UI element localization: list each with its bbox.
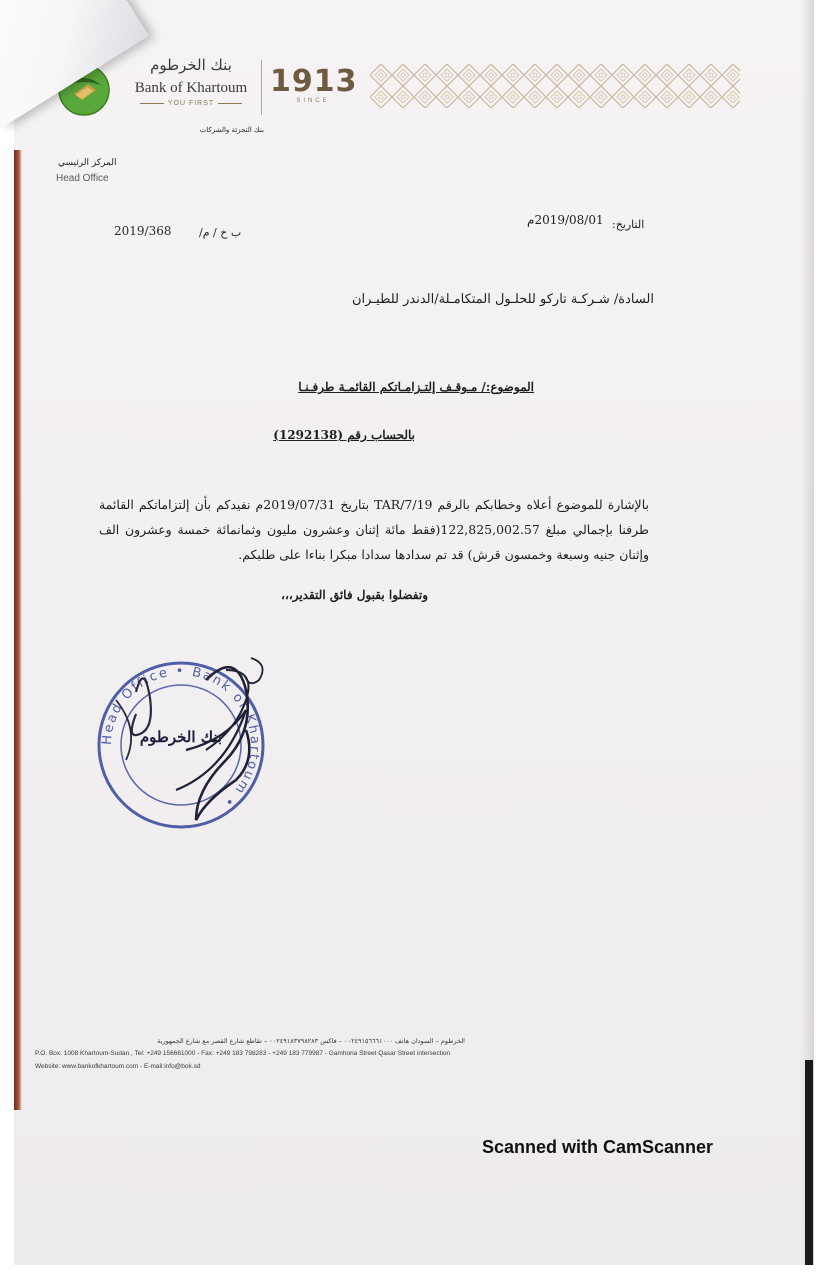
head-office-arabic: المركز الرئيسي [58, 158, 117, 168]
svg-text:بنك الخرطوم: بنك الخرطوم [139, 728, 223, 746]
svg-text:Head Office • Bank of Khartoum: Head Office • Bank of Khartoum • [99, 663, 263, 811]
subject-line: الموضوع:/ مـوقـف إلتـزامـاتكم القائمـة طرفـنـا [298, 380, 534, 394]
bank-name-english: Bank of Khartoum [134, 80, 248, 96]
footer-website: Website: www.bankofkhartoum.com - E-mail:info@bok.sd [35, 1063, 201, 1070]
since-label: SINCE [296, 98, 330, 104]
recipient-line: السادة/ شـركـة تاركو للحلـول المتكامـلة/الدندر للطيـران [352, 292, 654, 307]
camscanner-watermark: Scanned with CamScanner [482, 1137, 714, 1157]
closing-line: وتفضلوا بقبول فائق التقدير،،، [281, 588, 428, 602]
letter-body: بالإشارة للموضوع أعلاه وخطابكم بالرقم TAR/7/19 بتاريخ 2019/07/31م نفيدكم بأن إلتزاماتكم القائمة طرفنا بإجمالي مبلغ 122,825,002.57(فقط مائة إثنان وعشرون مليون وثمانمائة خمسة وعشرون الف وإثنان جنيه وسبعة وخمسون قرش) قد تم سدادها سدادا مبكرا بناءا على طلبكم. [99, 497, 649, 562]
date-label: التاريخ: [612, 218, 645, 231]
account-number-line: بالحساب رقم (1292138) [273, 428, 415, 442]
letter-date: 2019/08/01م [527, 213, 604, 227]
scan-edge-shadow [805, 1060, 813, 1265]
page-left-edge [14, 150, 22, 1110]
islamic-pattern-icon [370, 64, 740, 108]
since-1913-badge [270, 66, 356, 104]
footer-address-english: P.O. Box: 1008 Khartoum-Sudan , Tel: +249 156661000 - Fax: +249 183 798283 - +249 183 779987 - Gamhoria Street Qasar Street intersection [35, 1050, 451, 1057]
reference-number: 2019/368 [114, 224, 172, 238]
letterhead-divider [261, 60, 262, 115]
founding-year: 1913 [270, 64, 358, 99]
reference-label: ب خ / م/ [199, 226, 242, 239]
footer-address-arabic: الخرطوم – السودان هاتف ٠٠٢٤٩١٥٦٦٦١٠٠٠ – فاكس ٠٠٢٤٩١٨٣٧٩٨٢٨٣ – تقاطع شارع القصر مع شارع الجمهورية [157, 1037, 465, 1045]
bank-subline: بنك التجزئة والشركات [199, 126, 264, 134]
bank-name-arabic: بنك الخرطوم [150, 56, 232, 74]
head-office-english: Head Office [56, 173, 109, 184]
bank-slogan: YOU FIRST [126, 100, 256, 107]
bank-stamp-icon [76, 640, 286, 850]
letter-sheet [14, 0, 814, 1265]
